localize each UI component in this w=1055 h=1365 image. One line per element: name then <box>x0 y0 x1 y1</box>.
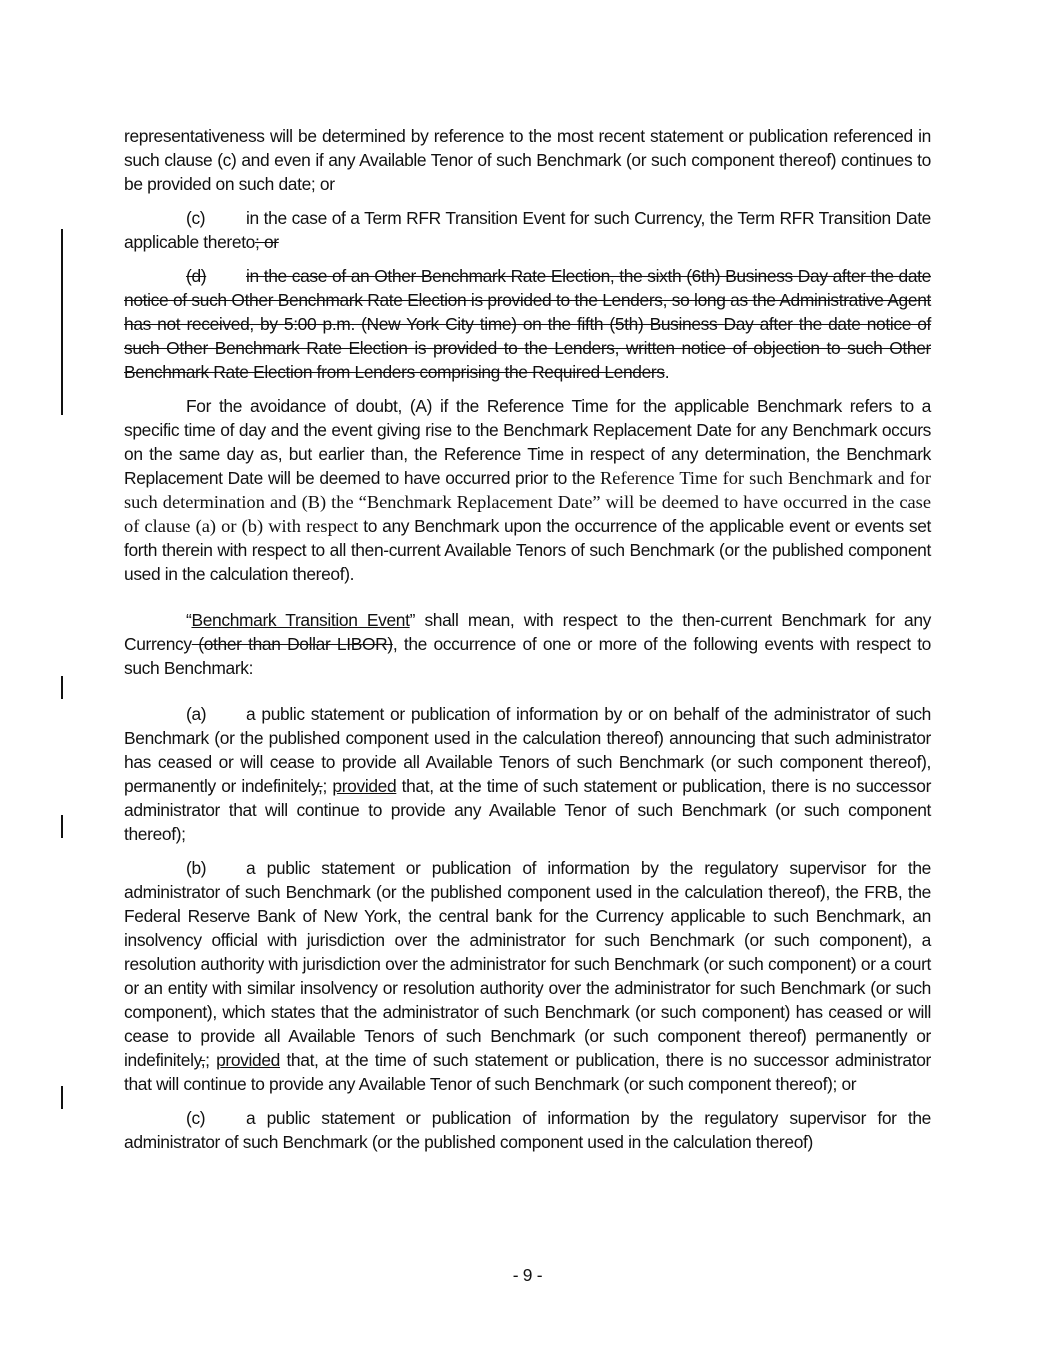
clause-a <box>124 702 931 846</box>
change-bar <box>61 676 63 699</box>
deleted-text: in the case of an Other Benchmark Rate Election, the sixth (6th) Business Day after the date notice of such Other Benchmark Rate Election is provided to the Lenders, so long as the Administrative Agent has not received, by 5:00 p.m. (New York City time) on the fifth (5th) Business Day after the date notice of such Other Benchmark Rate Election is provided to the Lenders, written notice of objection to such Other Benchmark Rate Election from Lenders comprising the Required Lenders <box>124 266 931 382</box>
change-bar <box>61 1086 63 1109</box>
paragraph-continuation <box>124 124 931 196</box>
deleted-text: ; or <box>255 232 279 252</box>
change-bar <box>61 229 63 415</box>
clause-text: a public statement or publication of information by the regulatory supervisor for the administrator of such Benchmark (or the published component used in the calculation thereof), the FRB, the Federal Reserve Bank of New York, the central bank for the Currency applicable to such Benchmark, an insolvency official with jurisdiction over the administrator for such Benchmark (or such component), a resolution authority with jurisdiction over the administrator for such Benchmark (or such component) or a court or an entity with similar insolvency or resolution authority over the administrator for such Benchmark (or such component), which states that the administrator of such Benchmark (or such component) has ceased or will cease to provide all Available Tenors of such Benchmark (or such component thereof) permanently or indefinitely <box>124 858 931 1070</box>
definition-benchmark-transition-event <box>124 608 931 680</box>
deleted-text: , <box>200 1050 206 1070</box>
clause-label: (c) <box>186 1108 206 1128</box>
inserted-text: ; <box>205 1050 210 1070</box>
close-quote: ” <box>409 610 416 630</box>
clause-d-deleted <box>124 264 931 384</box>
paragraph-text-serif: Reference Time for such Benchmark and for such determination and (B) the “Benchmark Replacement Date” will be deemed to have occurred in the case of clause (a) or (b) with respect <box>124 468 931 536</box>
clause-c-public-statement <box>124 1106 931 1154</box>
clause-text: that, at the time of such statement or publication, there is no successor administrator that will continue to provide any Available Tenor of such Benchmark (or such component thereof); or <box>124 1050 931 1094</box>
clause-end: . <box>664 362 670 382</box>
defined-term: Benchmark Transition Event <box>191 610 410 630</box>
clause-text: a public statement or publication of information by the regulatory supervisor for the administrator of such Benchmark (or the published component used in the calculation thereof) <box>124 1108 931 1152</box>
clause-label: (c) <box>186 208 206 228</box>
definition-text: , the occurrence of one or more of the following events with respect to such Benchmark: <box>124 634 931 678</box>
change-bar <box>61 815 63 838</box>
document-body <box>124 124 931 1164</box>
clause-label: (b) <box>186 858 207 878</box>
paragraph-text: representativeness will be determined by reference to the most recent statement or publication referenced in such clause (c) and even if any Available Tenor of such Benchmark (or such component thereof) continues to be provided on such date; or <box>124 126 931 194</box>
clause-text: a public statement or publication of information by or on behalf of the administrator of such Benchmark (or the published component used in the calculation thereof) announcing that such administrator has ceased or will cease to provide all Available Tenors of such Benchmark (or such component thereof), permanently or indefinitely <box>124 704 931 796</box>
clause-text: that, at the time of such statement or publication, there is no successor administrator that will continue to provide any Available Tenor of such Benchmark (or such component thereof); <box>124 776 932 844</box>
provided-term: provided <box>216 1050 281 1070</box>
deleted-text: (other than Dollar LIBOR) <box>191 634 393 654</box>
clause-b <box>124 856 931 1096</box>
clause-label-deleted: (d) <box>186 266 207 286</box>
clause-c-term-rfr <box>124 206 931 254</box>
paragraph-text: For the avoidance of doubt, (A) if the Reference Time for the applicable Benchmark refers to a specific time of day and the event giving rise to the Benchmark Replacement Date for any Benchmark occurs on the same day as, but earlier than, the Reference Time in respect of any determination, the Benchmark Replacement Date will be deemed to have occurred prior to the <box>124 396 931 488</box>
paragraph-text: to any Benchmark upon the occurrence of the applicable event or events set forth therein with respect to all then-current Available Tenors of such Benchmark (or the published component used in the calculation thereof). <box>124 516 931 584</box>
avoidance-of-doubt-paragraph <box>124 394 931 586</box>
provided-term: provided <box>332 776 397 796</box>
open-quote: “ <box>186 610 192 630</box>
inserted-text: ; <box>322 776 328 796</box>
deleted-text: , <box>318 776 323 796</box>
page-number: - 9 - <box>512 1265 543 1285</box>
clause-text: in the case of a Term RFR Transition Event for such Currency, the Term RFR Transition Date applicable thereto <box>124 208 931 252</box>
definition-text: shall mean, with respect to the then-current Benchmark for any Currency <box>124 610 931 654</box>
clause-label: (a) <box>186 704 207 724</box>
